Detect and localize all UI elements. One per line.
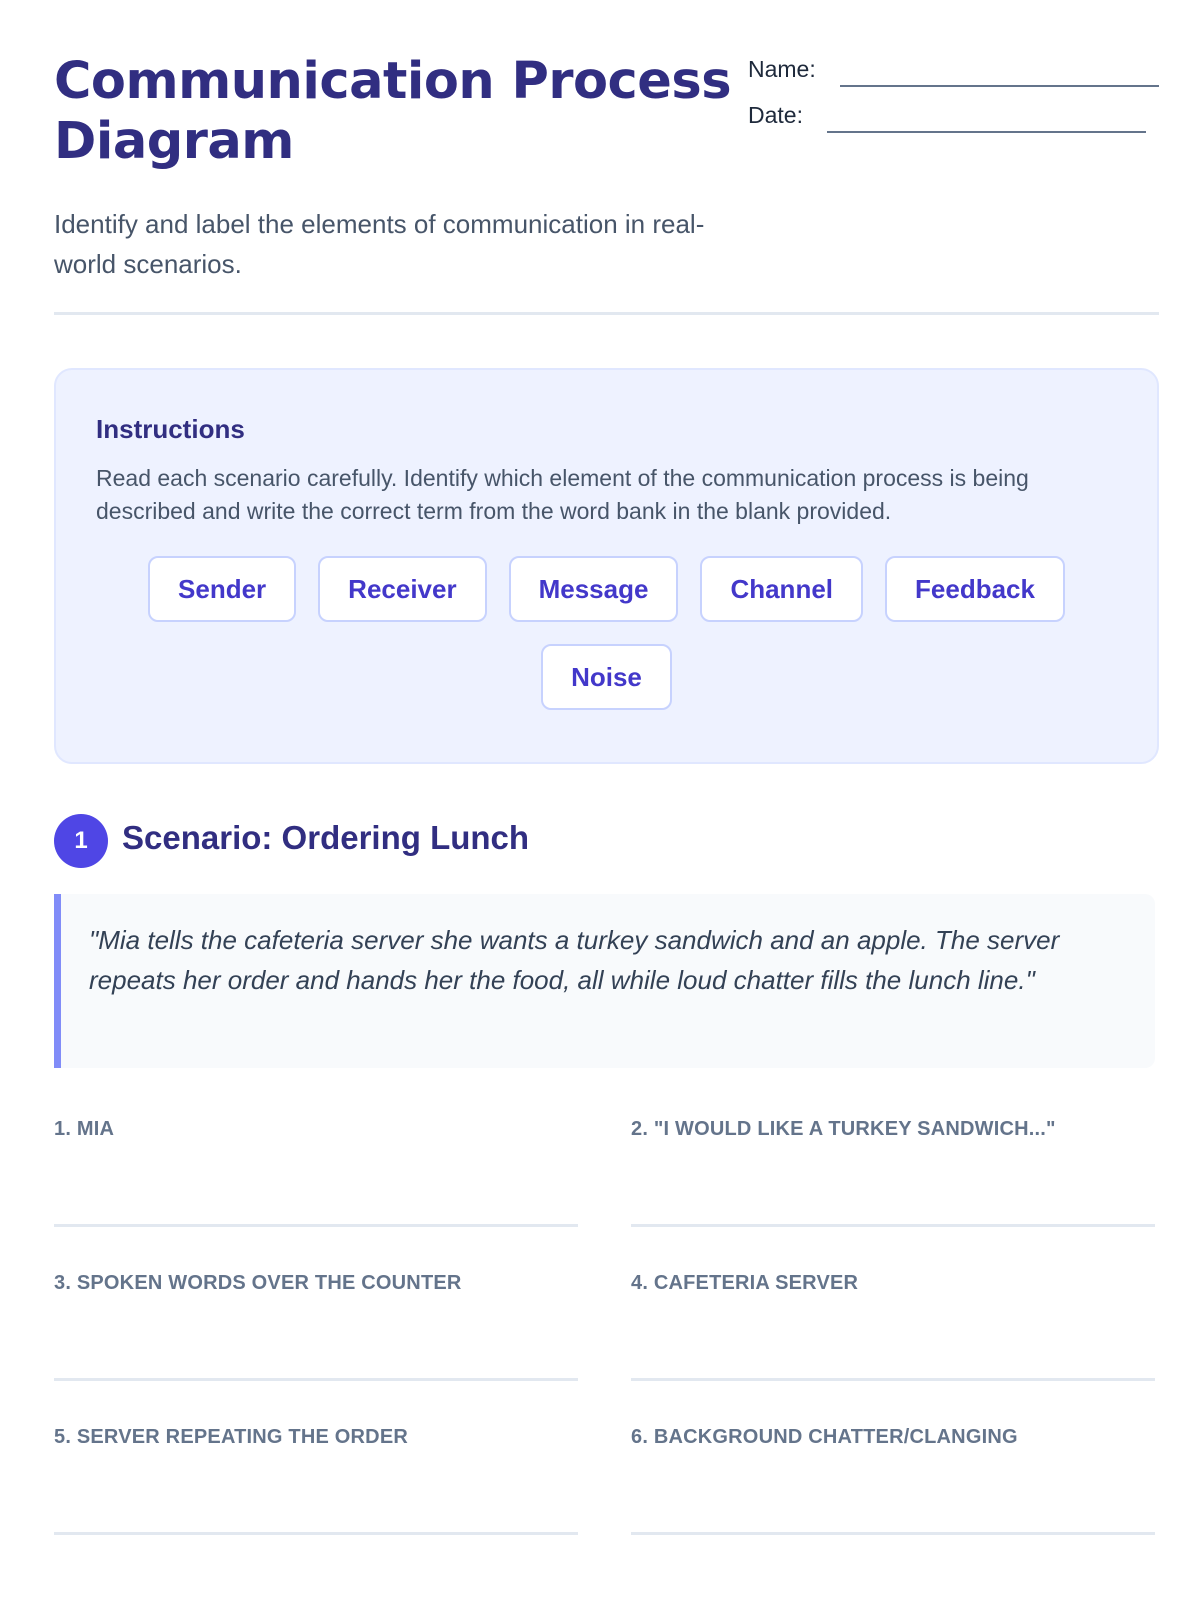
worksheet-header — [54, 0, 1159, 315]
word-bank-sender: Sender — [148, 556, 296, 622]
instructions-text: Read each scenario carefully. Identify which element of the communication process is being described and write the correct term from the word bank in the blank provided. — [96, 465, 1029, 524]
page-title: Communication Process Diagram — [54, 52, 732, 171]
answer-field-1[interactable] — [54, 1118, 578, 1227]
scenario-title: Scenario: Ordering Lunch — [122, 819, 530, 856]
name-line[interactable] — [840, 85, 1159, 87]
scenario-quote — [54, 894, 1155, 1068]
answer-field-3[interactable] — [54, 1272, 578, 1381]
answer-field-2[interactable] — [631, 1118, 1155, 1227]
scenario-number-badge: 1 — [54, 814, 108, 868]
date-field[interactable] — [748, 100, 1159, 134]
answer-label-3: 3. SPOKEN WORDS OVER THE COUNTER — [54, 1272, 462, 1294]
answer-label-1: 1. MIA — [54, 1118, 115, 1140]
worksheet-page — [54, 0, 1159, 1448]
answer-label-4: 4. CAFETERIA SERVER — [631, 1272, 859, 1294]
name-label: Name: — [748, 56, 816, 82]
word-bank — [56, 556, 1157, 710]
answer-label-2: 2. "I WOULD LIKE A TURKEY SANDWICH..." — [631, 1118, 1056, 1140]
instructions-title: Instructions — [96, 414, 245, 444]
answer-field-6[interactable] — [631, 1426, 1155, 1535]
answer-field-5[interactable] — [54, 1426, 578, 1535]
word-bank-receiver: Receiver — [318, 556, 486, 622]
date-line[interactable] — [827, 131, 1146, 133]
word-bank-noise: Noise — [541, 644, 672, 710]
date-label: Date: — [748, 102, 803, 128]
answer-field-4[interactable] — [631, 1272, 1155, 1381]
page-subtitle: Identify and label the elements of communication in real-world scenarios. — [54, 209, 705, 279]
answer-label-5: 5. SERVER REPEATING THE ORDER — [54, 1426, 409, 1448]
name-field[interactable] — [748, 54, 1159, 88]
scenario-quote-text: "Mia tells the cafeteria server she wants a turkey sandwich and an apple. The server repeats her order and hands her the food, all while loud chatter fills the lunch line." — [89, 925, 1060, 995]
word-bank-feedback: Feedback — [885, 556, 1065, 622]
answer-label-6: 6. BACKGROUND CHATTER/CLANGING — [631, 1426, 1018, 1448]
instructions-panel — [54, 368, 1159, 764]
word-bank-channel: Channel — [700, 556, 863, 622]
scenario-header — [54, 814, 1155, 868]
word-bank-message: Message — [509, 556, 679, 622]
